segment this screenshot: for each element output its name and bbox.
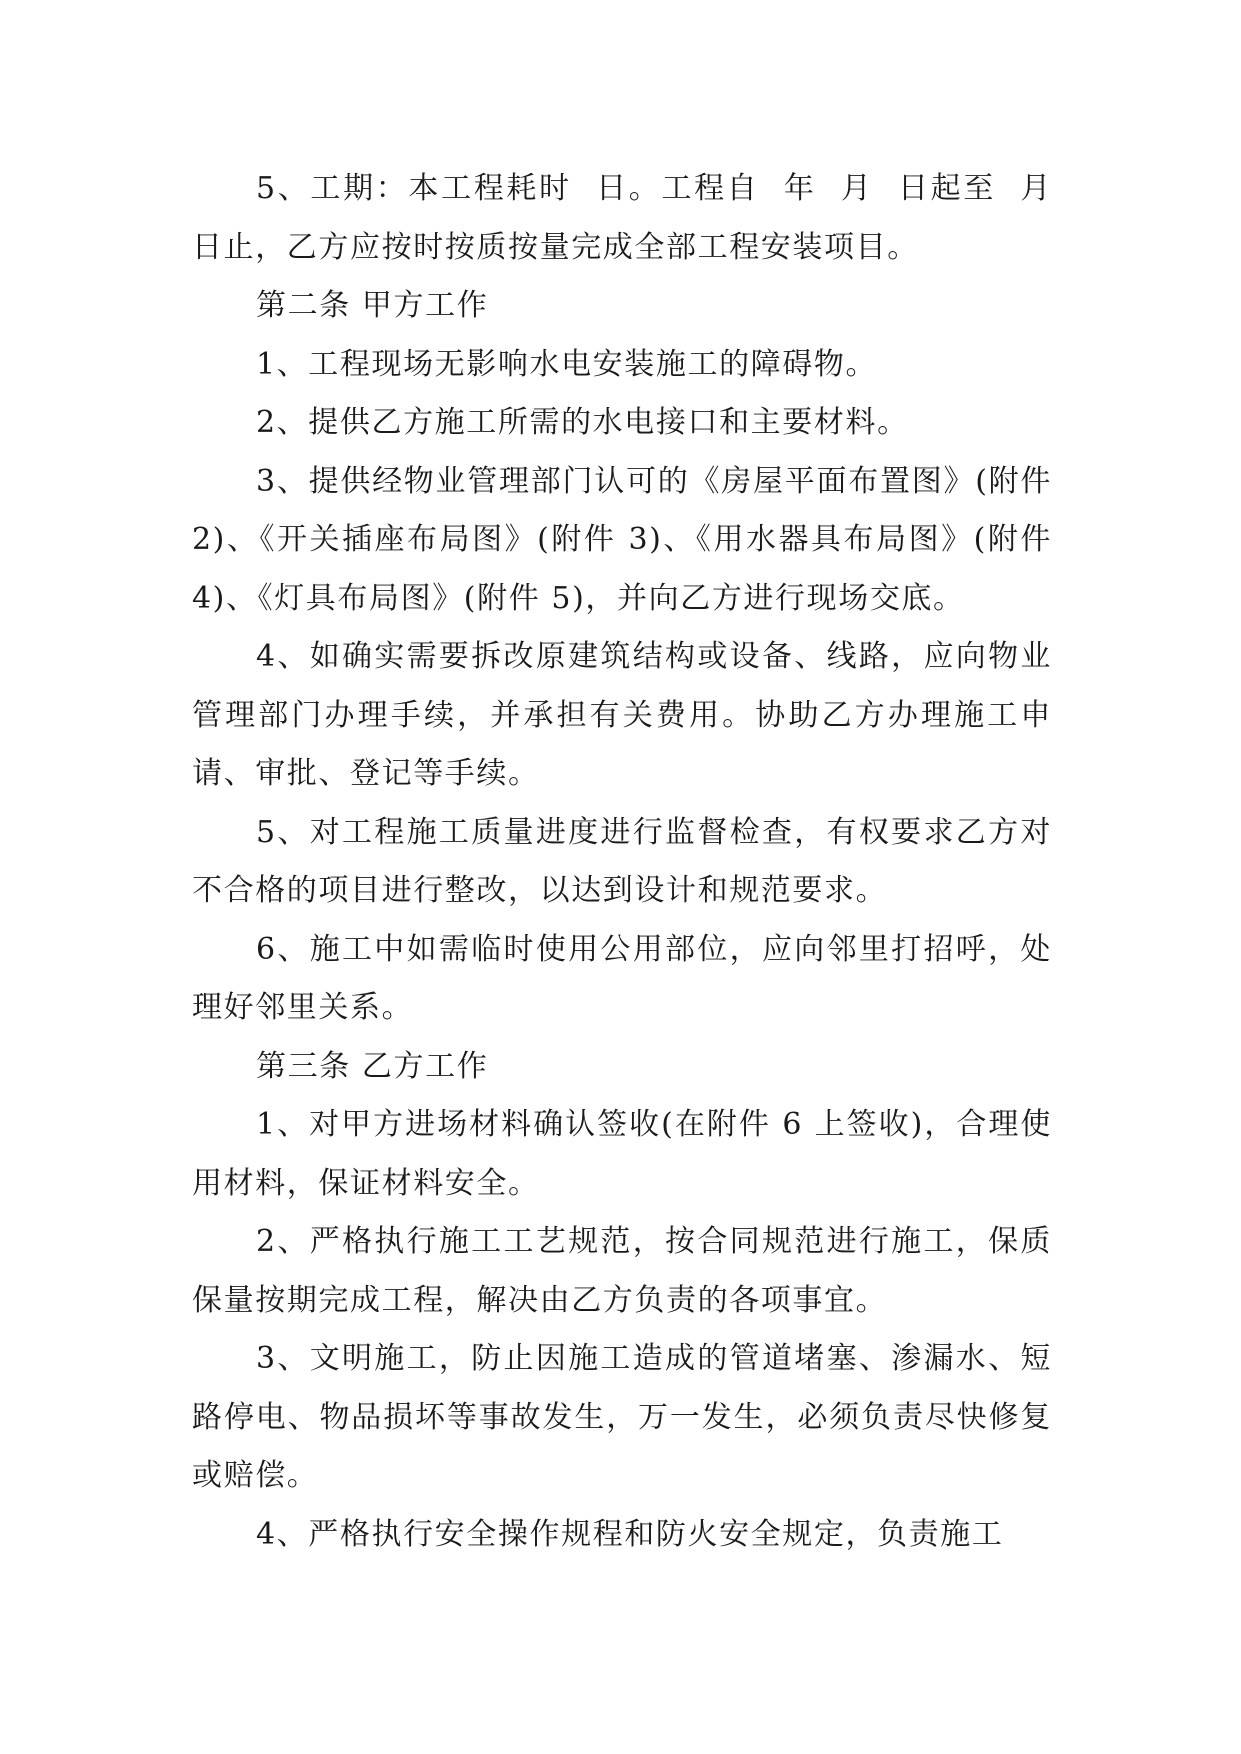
article-3-heading: 第三条 乙方工作 [256,1048,489,1084]
article-3-item-3-paragraph: 3、文明施工，防止因施工造成的管道堵塞、渗漏水、短路停电、物品损坏等事故发生，万一发生，必须负责尽快修复或赔偿。 [192,1341,1052,1493]
article-3-item-1-paragraph: 1、对甲方进场材料确认签收(在附件 6 上签收)，合理使用材料，保证材料安全。 [192,1107,1052,1201]
article-2-item-2-paragraph: 2、提供乙方施工所需的水电接口和主要材料。 [256,405,909,440]
clause-1-item-5-paragraph: 5、工期：本工程耗时 日。工程自 年 月 日起至 月 日止，乙方应按时按质按量完成全部工程安装项目。 [192,171,1075,265]
document-body [192,160,1075,1564]
article-2-item-3-paragraph: 3、提供经物业管理部门认可的《房屋平面布置图》(附件 2)、《开关插座布局图》(附件 3)、《用水器具布局图》(附件 4)、《灯具布局图》(附件 5)，并向乙方进行现场交底。 [192,463,1064,616]
article-2-item-4-paragraph: 4、如确实需要拆改原建筑结构或设备、线路，应向物业管理部门办理手续，并承担有关费用。协助乙方办理施工申请、审批、登记等手续。 [192,639,1052,791]
article-2-item-6-paragraph: 6、施工中如需临时使用公用部位，应向邻里打招呼，处理好邻里关系。 [192,931,1052,1025]
article-3-item-4-paragraph: 4、严格执行安全操作规程和防火安全规定，负责施工 [256,1516,1004,1552]
article-2-item-5-paragraph: 5、对工程施工质量进度进行监督检查，有权要求乙方对不合格的项目进行整改，以达到设计和规范要求。 [192,814,1052,908]
article-3-item-2-paragraph: 2、严格执行施工工艺规范，按合同规范进行施工，保质保量按期完成工程，解决由乙方负责的各项事宜。 [192,1224,1052,1318]
article-2-item-1-paragraph: 1、工程现场无影响水电安装施工的障碍物。 [256,346,878,382]
article-2-heading: 第二条 甲方工作 [256,288,489,323]
